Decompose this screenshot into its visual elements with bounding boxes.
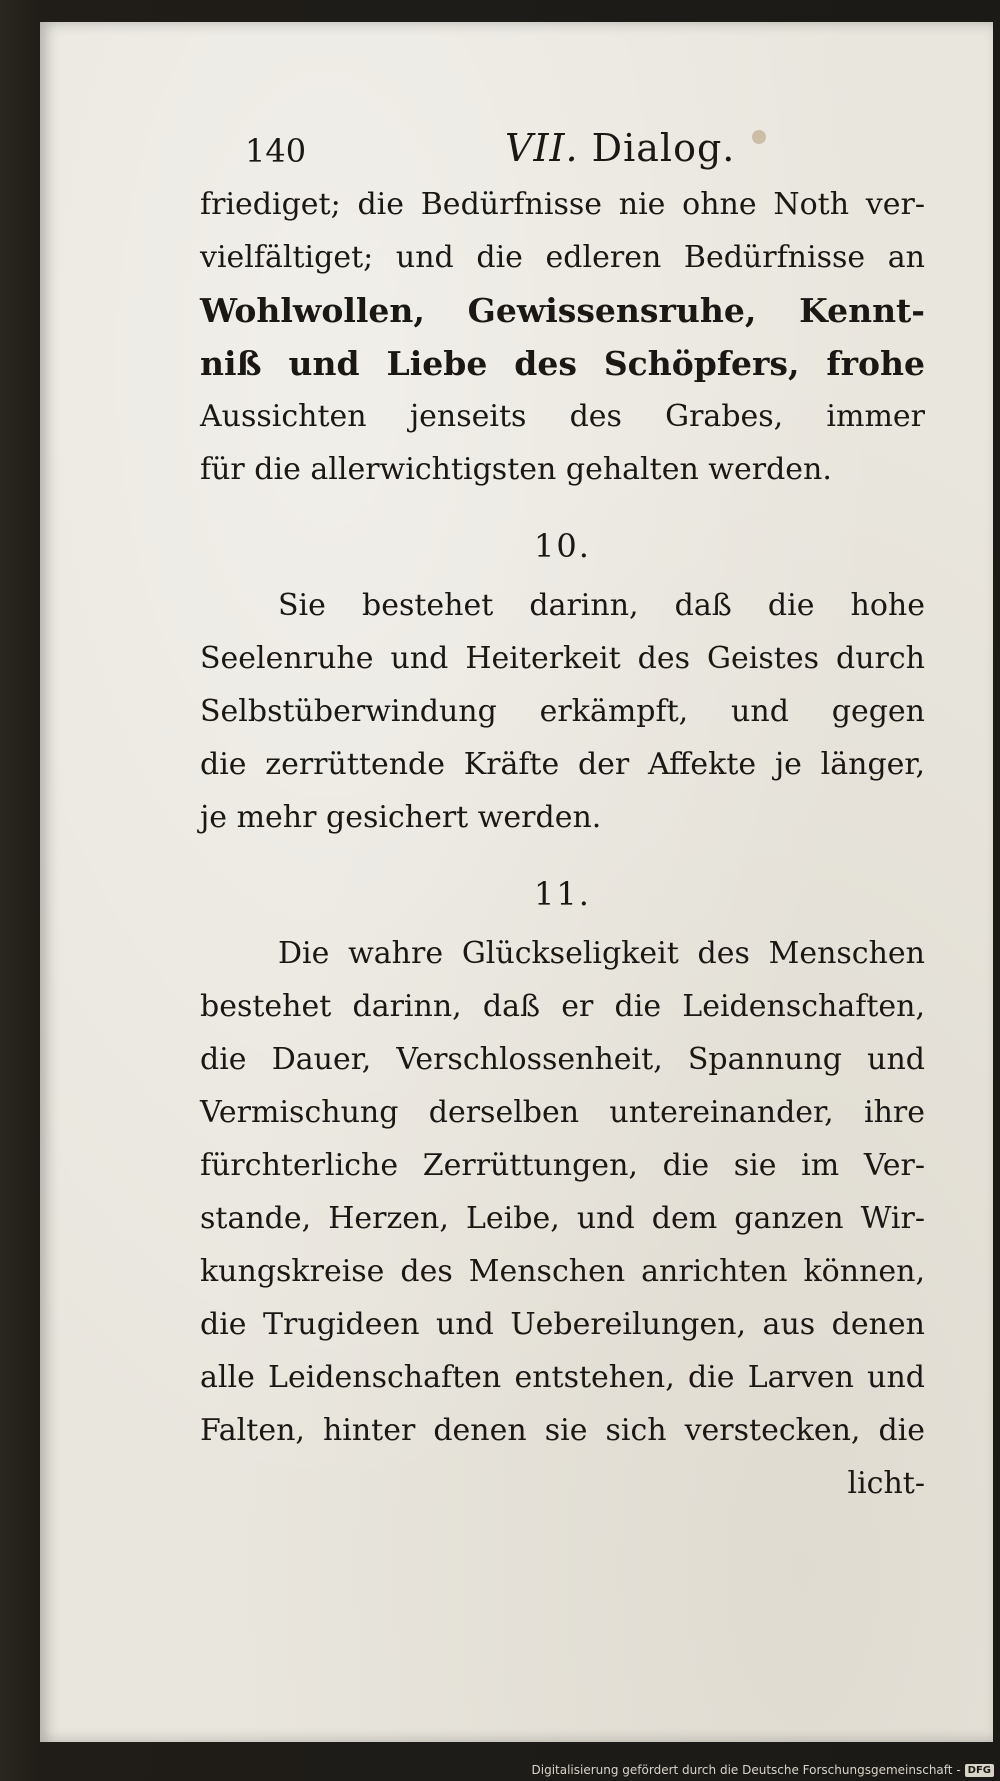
catchword: licht-	[847, 1466, 925, 1501]
credit-text: Digitalisierung gefördert durch die Deutsche Forschungsgemeinschaft -	[531, 1763, 961, 1777]
paragraph-10	[200, 579, 925, 844]
text-line: Falten, hinter denen sie sich verstecken, die	[200, 1413, 925, 1448]
digitization-credit	[532, 1763, 995, 1777]
paragraph-continued	[200, 178, 925, 496]
text-line: kungskreise des Menschen anrichten können,	[200, 1254, 925, 1289]
text-line: Aussichten jenseits des Grabes, immer	[200, 399, 925, 434]
running-head	[505, 126, 735, 170]
text-line: fürchterliche Zerrüttungen, die sie im Ver-	[200, 1148, 925, 1183]
text-line: bestehet darinn, daß er die Leidenschaften,	[200, 989, 925, 1024]
text-line: die Trugideen und Uebereilungen, aus denen	[200, 1307, 925, 1342]
page-header	[205, 120, 885, 170]
text-line: Wohlwollen, Gewissensruhe, Kennt-	[200, 291, 925, 330]
text-line: Seelenruhe und Heiterkeit des Geistes durch	[200, 641, 925, 676]
text-line: für die allerwichtigsten gehalten werden.	[200, 452, 832, 487]
dfg-logo-icon: DFG	[965, 1764, 994, 1777]
text-line: friediget; die Bedürfnisse nie ohne Noth ver-	[200, 187, 925, 222]
text-line: alle Leidenschaften entstehen, die Larven und	[200, 1360, 925, 1395]
text-line: stande, Herzen, Leibe, und dem ganzen Wir-	[200, 1201, 925, 1236]
text-line: Die wahre Glückseligkeit des Menschen	[278, 936, 925, 971]
section-number-11: 11.	[534, 875, 591, 913]
running-head-word: Dialog.	[591, 126, 736, 170]
text-line: die zerrüttende Kräfte der Affekte je länger,	[200, 747, 925, 782]
running-head-roman: VII.	[505, 126, 579, 170]
text-line: vielfältiget; und die edleren Bedürfnisse an	[200, 240, 925, 275]
page-body	[200, 178, 925, 1510]
text-line: niß und Liebe des Schöpfers, frohe	[200, 344, 925, 383]
text-line: Vermischung derselben untereinander, ihre	[200, 1095, 925, 1130]
text-line: je mehr gesichert werden.	[200, 800, 602, 835]
text-line: Selbstüberwindung erkämpft, und gegen	[200, 694, 925, 729]
text-line: Sie bestehet darinn, daß die hohe	[278, 588, 925, 623]
paragraph-11	[200, 927, 925, 1457]
text-line: die Dauer, Verschlossenheit, Spannung und	[200, 1042, 925, 1077]
page-number: 140	[245, 132, 307, 170]
section-number-10: 10.	[534, 527, 591, 565]
